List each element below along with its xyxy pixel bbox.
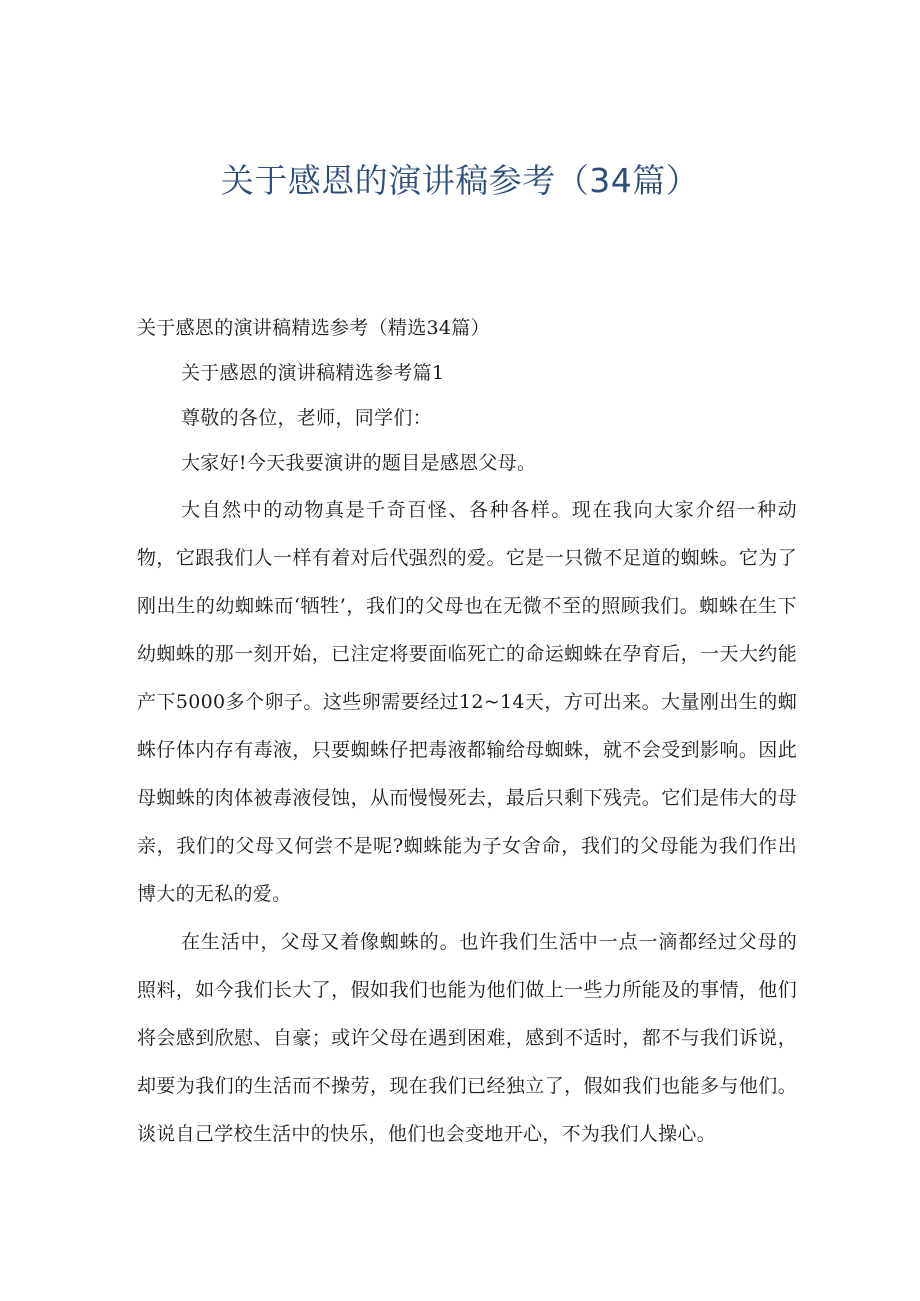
body-paragraph: 在生活中，父母又着像蜘蛛的。也许我们生活中一点一滴都经过父母的照料，如今我们长大了，假如我们也能为他们做上一些力所能及的事情，他们将会感到欣慰、自豪；或许父母在遇到困难，感到不适时，都不与我们诉说，却要为我们的生活而不操劳，现在我们已经独立了，假如我们也能多与他们。谈说自己学校生活中的快乐，他们也会变地开心，不为我们人操心。 bbox=[137, 931, 797, 1145]
document-body bbox=[137, 306, 797, 1158]
salutation-paragraph: 尊敬的各位，老师，同学们： bbox=[181, 407, 432, 429]
body-paragraph: 大自然中的动物真是千奇百怪、各种各样。现在我向大家介绍一种动物，它跟我们人一样有着对后代强烈的爱。它是一只微不足道的蜘蛛。它为了刚出生的幼蜘蛛而‘牺牲’，我们的父母也在无微不至的照顾我们。蜘蛛在生下幼蜘蛛的那一刻开始，已注定将要面临死亡的命运蜘蛛在孕育后，一天大约能产下5000多个卵子。这些卵需要经过12~14天，方可出来。大量刚出生的蜘蛛仔体内存有毒液，只要蜘蛛仔把毒液都输给母蜘蛛，就不会受到影响。因此母蜘蛛的肉体被毒液侵蚀，从而慢慢死去，最后只剩下残壳。它们是伟大的母亲，我们的父母又何尝不是呢?蜘蛛能为子女舍命，我们的父母能为我们作出博大的无私的爱。 bbox=[137, 499, 797, 905]
greeting-paragraph: 大家好!今天我要演讲的题目是感恩父母。 bbox=[181, 452, 537, 474]
document-title: 关于感恩的演讲稿参考（34篇） bbox=[220, 161, 700, 200]
section-heading: 关于感恩的演讲稿精选参考篇1 bbox=[181, 362, 445, 384]
subtitle-paragraph: 关于感恩的演讲稿精选参考（精选34篇） bbox=[137, 317, 490, 339]
